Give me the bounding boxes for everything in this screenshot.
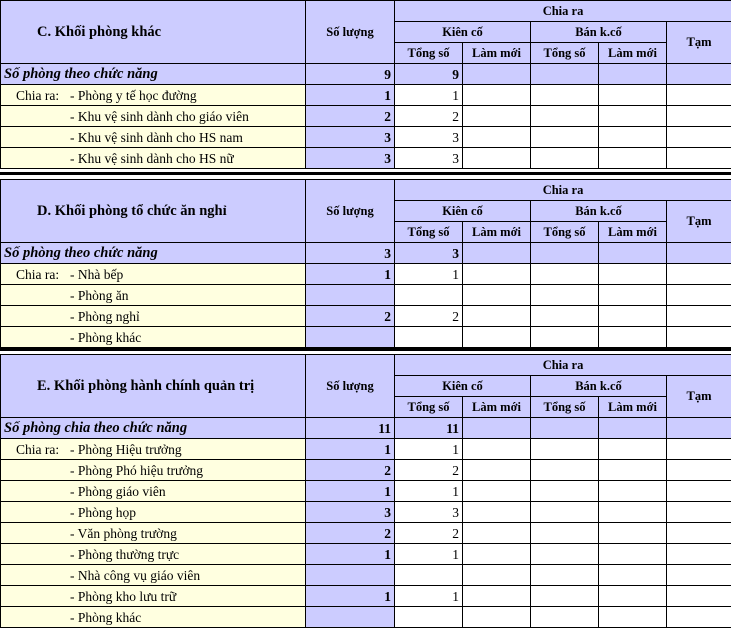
empty-cell[interactable] [599,327,667,348]
empty-cell[interactable] [463,607,531,628]
header-chia-ra: Chia ra [395,1,731,22]
empty-cell[interactable] [531,439,599,460]
row-label [1,481,306,502]
row-total[interactable]: 2 [395,306,463,327]
summary-quantity[interactable]: 11 [306,418,395,439]
empty-cell[interactable] [463,481,531,502]
row-name: - Phòng Phó hiệu trưởng [70,462,203,478]
header-so-luong: Số lượng [306,1,395,64]
empty-cell[interactable] [531,127,599,148]
empty-cell[interactable] [463,327,531,348]
empty-cell[interactable] [667,306,731,327]
row-quantity[interactable] [306,565,395,586]
summary-total[interactable]: 3 [395,243,463,264]
table-row [1,306,731,327]
summary-label: Số phòng theo chức năng [1,64,306,85]
header-ban-kco: Bán k.cố [531,201,667,222]
row-label [1,523,306,544]
summary-empty-cell[interactable] [463,243,531,264]
row-label [1,586,306,607]
row-name: - Phòng Hiệu trưởng [70,441,182,457]
empty-cell[interactable] [667,460,731,481]
row-quantity[interactable] [306,285,395,306]
row-total[interactable]: 1 [395,85,463,106]
empty-cell[interactable] [463,127,531,148]
row-total[interactable]: 3 [395,502,463,523]
summary-row [1,64,731,85]
empty-cell[interactable] [599,285,667,306]
summary-row [1,243,731,264]
header-kien-co: Kiên cố [395,376,531,397]
table-row [1,565,731,586]
row-label [1,264,306,285]
empty-cell[interactable] [463,106,531,127]
table-row [1,285,731,306]
empty-cell[interactable] [531,85,599,106]
summary-empty-cell[interactable] [531,64,599,85]
empty-cell[interactable] [599,481,667,502]
row-label [1,148,306,169]
empty-cell[interactable] [667,586,731,607]
empty-cell[interactable] [463,544,531,565]
section-title: E. Khối phòng hành chính quản trị [1,355,306,418]
table-row [1,481,731,502]
empty-cell[interactable] [599,264,667,285]
empty-cell[interactable] [599,607,667,628]
empty-cell[interactable] [463,439,531,460]
summary-empty-cell[interactable] [667,418,731,439]
row-label [1,327,306,348]
row-quantity[interactable]: 2 [306,106,395,127]
row-label [1,460,306,481]
row-name: - Phòng khác [70,609,142,625]
row-quantity[interactable]: 2 [306,306,395,327]
summary-empty-cell[interactable] [599,418,667,439]
row-name: - Khu vệ sinh dành cho giáo viên [70,108,249,124]
header-lam-moi-1: Làm mới [463,397,531,418]
header-so-luong: Số lượng [306,355,395,418]
row-name: - Phòng nghỉ [70,308,140,324]
row-total[interactable]: 3 [395,127,463,148]
summary-empty-cell[interactable] [531,418,599,439]
row-quantity[interactable] [306,607,395,628]
summary-quantity[interactable]: 3 [306,243,395,264]
empty-cell[interactable] [667,327,731,348]
table-row [1,607,731,628]
row-quantity[interactable]: 2 [306,523,395,544]
row-name: - Phòng thường trực [70,546,180,562]
empty-cell[interactable] [531,502,599,523]
row-total[interactable]: 1 [395,264,463,285]
row-name: - Khu vệ sinh dành cho HS nữ [70,150,234,166]
empty-cell[interactable] [599,306,667,327]
table-row [1,85,731,106]
row-total[interactable] [395,327,463,348]
row-name: - Phòng họp [70,504,137,520]
empty-cell[interactable] [463,85,531,106]
section-table-1 [0,179,731,348]
row-quantity[interactable]: 1 [306,544,395,565]
header-chia-ra: Chia ra [395,180,731,201]
header-tong-so-0: Tổng số [395,43,463,64]
empty-cell[interactable] [531,264,599,285]
row-label [1,439,306,460]
row-label [1,85,306,106]
header-tam: Tạm [667,22,731,64]
empty-cell[interactable] [599,148,667,169]
row-quantity[interactable]: 1 [306,481,395,502]
header-lam-moi-3: Làm mới [599,397,667,418]
header-ban-kco: Bán k.cố [531,376,667,397]
row-prefix: Chia ra: [16,441,60,457]
empty-cell[interactable] [463,565,531,586]
empty-cell[interactable] [531,460,599,481]
row-name: - Phòng ăn [70,287,129,303]
summary-label: Số phòng theo chức năng [1,243,306,264]
row-quantity[interactable]: 3 [306,502,395,523]
empty-cell[interactable] [531,285,599,306]
summary-total[interactable]: 11 [395,418,463,439]
header-chia-ra: Chia ra [395,355,731,376]
table-row [1,264,731,285]
row-total[interactable]: 1 [395,544,463,565]
empty-cell[interactable] [599,586,667,607]
empty-cell[interactable] [531,607,599,628]
header-tong-so-2: Tổng số [531,43,599,64]
summary-row [1,418,731,439]
empty-cell[interactable] [667,565,731,586]
row-quantity[interactable]: 1 [306,85,395,106]
empty-cell[interactable] [667,523,731,544]
row-name: - Nhà công vụ giáo viên [70,567,201,583]
empty-cell[interactable] [667,85,731,106]
row-label [1,127,306,148]
empty-cell[interactable] [531,565,599,586]
section-title: D. Khối phòng tổ chức ăn nghỉ [1,180,306,243]
table-row [1,148,731,169]
empty-cell[interactable] [667,607,731,628]
table-row [1,523,731,544]
table-row [1,127,731,148]
header-tong-so-0: Tổng số [395,222,463,243]
row-total[interactable] [395,285,463,306]
empty-cell[interactable] [599,502,667,523]
summary-empty-cell[interactable] [531,243,599,264]
row-quantity[interactable]: 3 [306,148,395,169]
header-tam: Tạm [667,376,731,418]
header-so-luong: Số lượng [306,180,395,243]
row-label [1,106,306,127]
empty-cell[interactable] [667,439,731,460]
row-name: - Phòng giáo viên [70,483,166,499]
empty-cell[interactable] [463,306,531,327]
section-table-0 [0,0,731,169]
row-total[interactable]: 1 [395,586,463,607]
empty-cell[interactable] [667,106,731,127]
empty-cell[interactable] [463,523,531,544]
header-lam-moi-1: Làm mới [463,43,531,64]
row-label [1,285,306,306]
summary-empty-cell[interactable] [667,243,731,264]
row-total[interactable]: 3 [395,148,463,169]
table-row [1,327,731,348]
table-row [1,460,731,481]
empty-cell[interactable] [531,544,599,565]
summary-empty-cell[interactable] [667,64,731,85]
row-total[interactable]: 1 [395,481,463,502]
summary-quantity[interactable]: 9 [306,64,395,85]
empty-cell[interactable] [463,460,531,481]
empty-cell[interactable] [667,544,731,565]
summary-total[interactable]: 9 [395,64,463,85]
table-row [1,586,731,607]
row-prefix: Chia ra: [16,87,60,103]
empty-cell[interactable] [667,285,731,306]
row-total[interactable]: 2 [395,523,463,544]
empty-cell[interactable] [531,306,599,327]
empty-cell[interactable] [599,106,667,127]
section-title: C. Khối phòng khác [1,1,306,64]
empty-cell[interactable] [463,586,531,607]
row-quantity[interactable]: 3 [306,127,395,148]
empty-cell[interactable] [531,523,599,544]
row-quantity[interactable]: 1 [306,586,395,607]
section-divider [0,172,731,175]
header-lam-moi-1: Làm mới [463,222,531,243]
row-name: - Phòng kho lưu trữ [70,588,177,604]
empty-cell[interactable] [463,264,531,285]
row-total[interactable] [395,607,463,628]
header-tong-so-2: Tổng số [531,222,599,243]
empty-cell[interactable] [599,523,667,544]
empty-cell[interactable] [599,460,667,481]
empty-cell[interactable] [531,148,599,169]
row-quantity[interactable]: 1 [306,264,395,285]
row-prefix: Chia ra: [16,266,60,282]
empty-cell[interactable] [463,148,531,169]
empty-cell[interactable] [599,127,667,148]
row-name: - Phòng y tế học đường [70,87,197,103]
empty-cell[interactable] [463,502,531,523]
summary-empty-cell[interactable] [599,64,667,85]
empty-cell[interactable] [531,586,599,607]
empty-cell[interactable] [531,327,599,348]
table-row [1,544,731,565]
empty-cell[interactable] [599,85,667,106]
summary-empty-cell[interactable] [599,243,667,264]
empty-cell[interactable] [667,127,731,148]
empty-cell[interactable] [667,264,731,285]
row-total[interactable]: 2 [395,106,463,127]
section-table-2 [0,354,731,628]
empty-cell[interactable] [599,544,667,565]
row-total[interactable]: 1 [395,439,463,460]
row-label [1,306,306,327]
empty-cell[interactable] [667,502,731,523]
summary-empty-cell[interactable] [463,64,531,85]
row-quantity[interactable]: 1 [306,439,395,460]
empty-cell[interactable] [599,565,667,586]
table-row [1,502,731,523]
empty-cell[interactable] [667,481,731,502]
summary-empty-cell[interactable] [463,418,531,439]
header-tam: Tạm [667,201,731,243]
header-tong-so-2: Tổng số [531,397,599,418]
row-label [1,607,306,628]
row-name: - Nhà bếp [70,266,124,282]
table-row [1,439,731,460]
summary-label: Số phòng chia theo chức năng [1,418,306,439]
empty-cell[interactable] [531,481,599,502]
header-lam-moi-3: Làm mới [599,222,667,243]
table-row [1,106,731,127]
row-name: - Văn phòng trường [70,525,177,541]
row-total[interactable]: 2 [395,460,463,481]
empty-cell[interactable] [667,148,731,169]
empty-cell[interactable] [599,439,667,460]
header-kien-co: Kiên cố [395,201,531,222]
row-name: - Khu vệ sinh dành cho HS nam [70,129,243,145]
row-total[interactable] [395,565,463,586]
row-name: - Phòng khác [70,329,142,345]
header-lam-moi-3: Làm mới [599,43,667,64]
row-label [1,502,306,523]
header-ban-kco: Bán k.cố [531,22,667,43]
header-tong-so-0: Tổng số [395,397,463,418]
section-divider [0,348,731,351]
empty-cell[interactable] [463,285,531,306]
row-quantity[interactable]: 2 [306,460,395,481]
header-kien-co: Kiên cố [395,22,531,43]
row-quantity[interactable] [306,327,395,348]
empty-cell[interactable] [531,106,599,127]
row-label [1,544,306,565]
row-label [1,565,306,586]
